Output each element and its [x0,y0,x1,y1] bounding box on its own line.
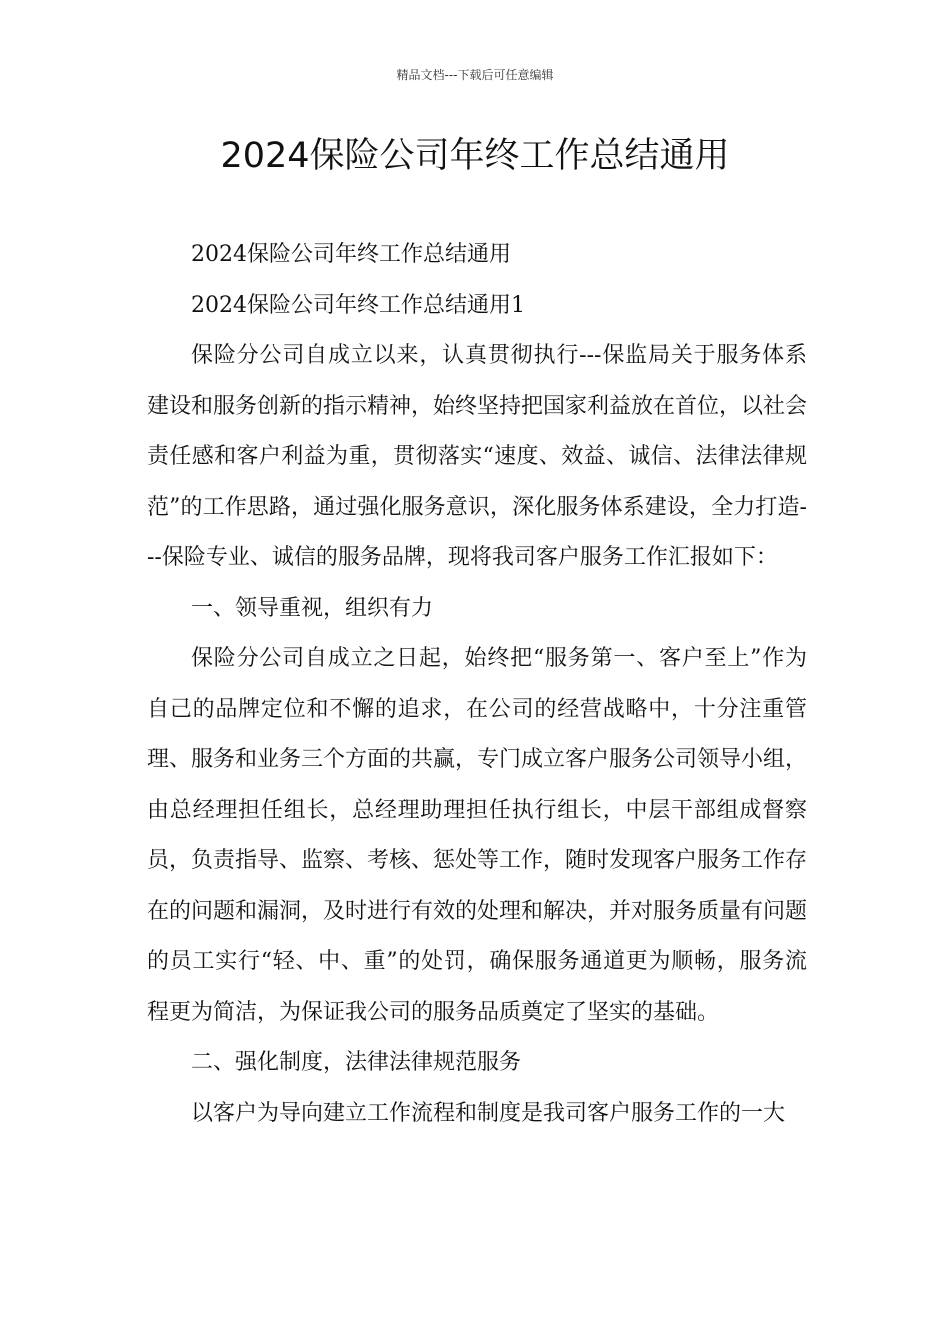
paragraph-subtitle-numbered: 2024保险公司年终工作总结通用1 [191,292,525,318]
paragraph-section-2: 以客户为导向建立工作流程和制度是我司客户服务工作的一大 [191,1100,786,1126]
section-heading-2: 二、强化制度，法律法律规范服务 [191,1050,522,1075]
document-body [147,230,807,1139]
paragraph-intro: 保险分公司自成立以来，认真贯彻执行---保监局关于服务体系建设和服务创新的指示精神，始终坚持把国家利益放在首位，以社会责任感和客户利益为重，贯彻落实“速度、效益、诚信、法律法律规范”的工作思路，通过强化服务意识，深化服务体系建设，全力打造---保险专业、诚信的服务品牌，现将我司客户服务工作汇报如下： [147,343,808,570]
paragraph-subtitle: 2024保险公司年终工作总结通用 [191,242,511,267]
section-heading-1: 一、领导重视，组织有力 [191,595,434,621]
document-title: 2024保险公司年终工作总结通用 [220,136,730,176]
paragraph-section-1: 保险分公司自成立之日起，始终把“服务第一、客户至上”作为自己的品牌定位和不懈的追求，在公司的经营战略中，十分注重管理、服务和业务三个方面的共赢，专门成立客户服务公司领导小组，由总经理担任组长，总经理助理担任执行组长，中层干部组成督察员，负责指导、监察、考核、惩处等工作，随时发现客户服务工作存在的问题和漏洞，及时进行有效的处理和解决，并对服务质量有问题的员工实行“轻、中、重”的处罚，确保服务通道更为顺畅，服务流程更为简洁，为保证我公司的服务品质奠定了坚实的基础。 [147,646,808,1025]
header-note: 精品文档---下载后可任意编辑 [396,68,554,82]
